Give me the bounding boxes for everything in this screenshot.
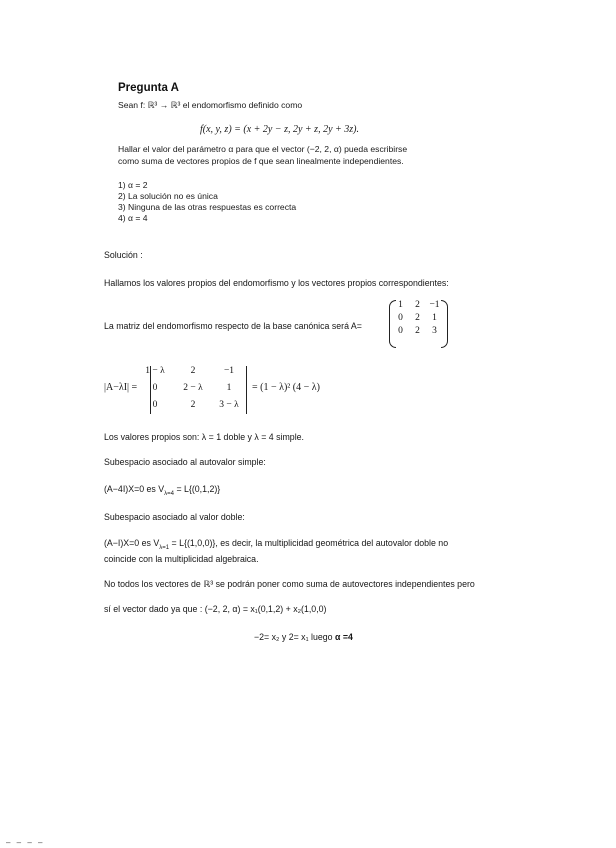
option-4: 4) α = 4 [118, 213, 148, 223]
matrix-cell: 2 [415, 313, 420, 323]
not-all-line2: sí el vector dado ya que : (−2, 2, α) = x₁(0,1,2) + x₂(1,0,0) [104, 604, 327, 614]
det-cell: 0 [152, 383, 158, 393]
double-subspace-cont: coincide con la multiplicidad algebraica. [104, 554, 259, 564]
not-all-line1: No todos los vectores de ℝ³ se podrán poner como suma de autovectores independientes pero [104, 579, 475, 589]
endomorphism-matrix [392, 300, 443, 339]
double-eq-span: = L{(1,0,0)}, es decir, la multiplicidad geométrica del autovalor doble no [169, 538, 449, 548]
solution-intro: Hallamos los valores propios del endomorfismo y los vectores propios correspondientes: [104, 278, 449, 288]
solution-heading: Solución : [104, 250, 143, 260]
question-statement-line1: Hallar el valor del parámetro α para que el vector (−2, 2, α) pueda escribirse [118, 144, 408, 154]
simple-eq-text: (A−4I)X=0 es V [104, 484, 165, 494]
det-right-bar [246, 366, 247, 414]
conclusion-text: −2= x₂ y 2= x₁ luego [254, 632, 335, 642]
matrix-right-paren [441, 300, 448, 348]
matrix-cell: 0 [398, 326, 403, 336]
det-cell: 2 [190, 400, 196, 410]
det-cell: 3 − λ [219, 400, 239, 410]
matrix-cell: 1 [398, 300, 403, 310]
simple-subspace-heading: Subespacio asociado al autovalor simple: [104, 457, 266, 467]
det-cell: 1 [226, 383, 232, 393]
option-1: 1) α = 2 [118, 180, 148, 190]
matrix-cell: −1 [429, 300, 440, 310]
matrix-cell: 2 [415, 300, 420, 310]
matrix-label: La matriz del endomorfismo respecto de la base canónica será A= [104, 321, 362, 331]
det-cell: −1 [223, 366, 235, 376]
simple-subspace-eq [104, 484, 220, 497]
matrix-cell: 1 [432, 313, 437, 323]
question-formula: f(x, y, z) = (x + 2y − z, 2y + z, 2y + 3z). [200, 124, 359, 135]
matrix-cell: 2 [415, 326, 420, 336]
double-subspace-eq [104, 538, 448, 551]
det-result: = (1 − λ)² (4 − λ) [252, 382, 320, 393]
eigenvalues-line: Los valores propios son: λ = 1 doble y λ = 4 simple. [104, 432, 304, 442]
double-subspace-heading: Subespacio asociado al valor doble: [104, 512, 245, 522]
double-eq-text: (A−I)X=0 es V [104, 538, 160, 548]
question-statement-line2: como suma de vectores propios de f que sean linealmente independientes. [118, 156, 404, 166]
det-cell: 2 [190, 366, 196, 376]
matrix-cell: 3 [432, 326, 437, 336]
question-title: Pregunta A [118, 82, 179, 94]
matrix-cell: 0 [398, 313, 403, 323]
det-label: |A−λI| = [104, 382, 138, 393]
simple-eq-subscript: λ=4 [164, 490, 174, 497]
determinant-matrix [136, 366, 246, 417]
question-intro: Sean f: ℝ³ → ℝ³ el endomorfismo definido como [118, 100, 303, 110]
conclusion [254, 632, 353, 642]
option-2: 2) La solución no es única [118, 191, 218, 201]
det-cell: 2 − λ [183, 383, 203, 393]
option-3: 3) Ninguna de las otras respuestas es correcta [118, 202, 297, 212]
conclusion-answer: α =4 [334, 632, 353, 642]
simple-eq-span: = L{(0,1,2)} [174, 484, 221, 494]
footer-dashes: ‒ ‒ ‒ ‒ [6, 838, 45, 847]
det-cell: 0 [152, 400, 158, 410]
double-eq-subscript: λ=1 [159, 544, 170, 551]
det-cell: 1 − λ [145, 366, 165, 376]
